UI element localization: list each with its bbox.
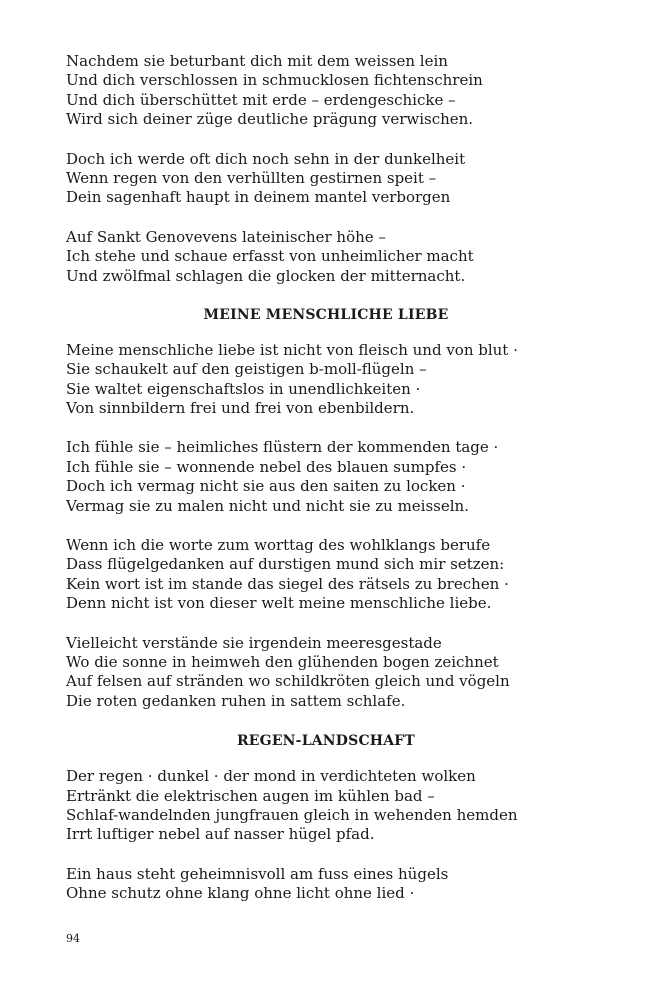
poem3-title: REGEN-LANDSCHAFT xyxy=(236,733,416,750)
poem-line: Irrt luftiger nebel auf nasser hügel pfad. xyxy=(66,825,375,844)
poem-line: Wenn ich die worte zum worttag des wohlklangs berufe xyxy=(66,536,491,555)
poem-line: Ein haus steht geheimnisvoll am fuss eines hügels xyxy=(66,864,449,883)
poem-line: Doch ich werde oft dich noch sehn in der dunkelheit xyxy=(66,149,466,168)
poem2-stanza-2 xyxy=(66,438,606,516)
poem-line: Und dich verschlossen in schmucklosen fichtenschrein xyxy=(66,71,483,90)
poem-line: Meine menschliche liebe ist nicht von fleisch und von blut · xyxy=(66,340,518,359)
poem-line: Ich fühle sie – heimliches flüstern der kommenden tage · xyxy=(66,438,499,457)
poem-line: Sie schaukelt auf den geistigen b-moll-flügeln – xyxy=(66,360,427,379)
poem-line: Die roten gedanken ruhen in sattem schlafe. xyxy=(66,691,406,710)
poem-line: Ertränkt die elektrischen augen im kühlen bad – xyxy=(66,786,435,805)
poem2-stanza-4 xyxy=(66,634,606,712)
page-number: 94 xyxy=(66,932,80,945)
poem-line: Dass flügelgedanken auf durstigen mund sich mir setzen: xyxy=(66,555,505,574)
poem1-stanza-2 xyxy=(66,150,606,208)
poem2-title: MEINE MENSCHLICHE LIEBE xyxy=(203,306,449,323)
poem-line: Und zwölfmal schlagen die glocken der mitternacht. xyxy=(66,266,466,285)
poem2-stanza-1 xyxy=(66,341,606,419)
poem-line: Nachdem sie beturbant dich mit dem weissen lein xyxy=(66,52,448,70)
poem-line: Auf Sankt Genovevens lateinischer höhe – xyxy=(66,227,386,246)
poem-line: Doch ich vermag nicht sie aus den saiten zu locken · xyxy=(66,477,466,496)
poem1-stanza-3 xyxy=(66,228,606,286)
poem-line: Vermag sie zu malen nicht und nicht sie zu meisseln. xyxy=(66,496,469,515)
poem-line: Ich stehe und schaue erfasst von unheimlicher macht xyxy=(66,247,474,266)
poem-line: Vielleicht verstände sie irgendein meeresgestade xyxy=(66,633,442,652)
poem-line: Von sinnbildern frei und frei von ebenbildern. xyxy=(66,399,415,418)
poem-line: Denn nicht ist von dieser welt meine menschliche liebe. xyxy=(66,594,492,613)
poem-line: Kein wort ist im stande das siegel des rätsels zu brechen · xyxy=(66,574,509,593)
poem-line: Der regen · dunkel · der mond in verdichteten wolken xyxy=(66,767,476,786)
poem-line: Auf felsen auf stränden wo schildkröten gleich und vögeln xyxy=(66,672,510,691)
poem-line: Wo die sonne in heimweh den glühenden bogen zeichnet xyxy=(66,652,499,671)
poem-line: Ohne schutz ohne klang ohne licht ohne lied · xyxy=(66,884,415,903)
poem-line: Wird sich deiner züge deutliche prägung verwischen. xyxy=(66,110,474,129)
poem-line: Wenn regen von den verhüllten gestirnen speit – xyxy=(66,168,437,187)
poem-line: Sie waltet eigenschaftslos in unendlichkeiten · xyxy=(66,379,421,398)
poem-line: Schlaf-wandelnden jungfrauen gleich in wehenden hemden xyxy=(66,805,518,824)
poem-line: Dein sagenhaft haupt in deinem mantel verborgen xyxy=(66,188,451,207)
poem1-stanza-1 xyxy=(66,52,606,130)
poem2-stanza-3 xyxy=(66,536,606,614)
page-body xyxy=(66,52,606,904)
poem3-stanza-2 xyxy=(66,865,606,904)
poem-line: Und dich überschüttet mit erde – erdengeschicke – xyxy=(66,90,456,109)
poem3-stanza-1 xyxy=(66,767,606,845)
poem-line: Ich fühle sie – wonnende nebel des blauen sumpfes · xyxy=(66,457,467,476)
